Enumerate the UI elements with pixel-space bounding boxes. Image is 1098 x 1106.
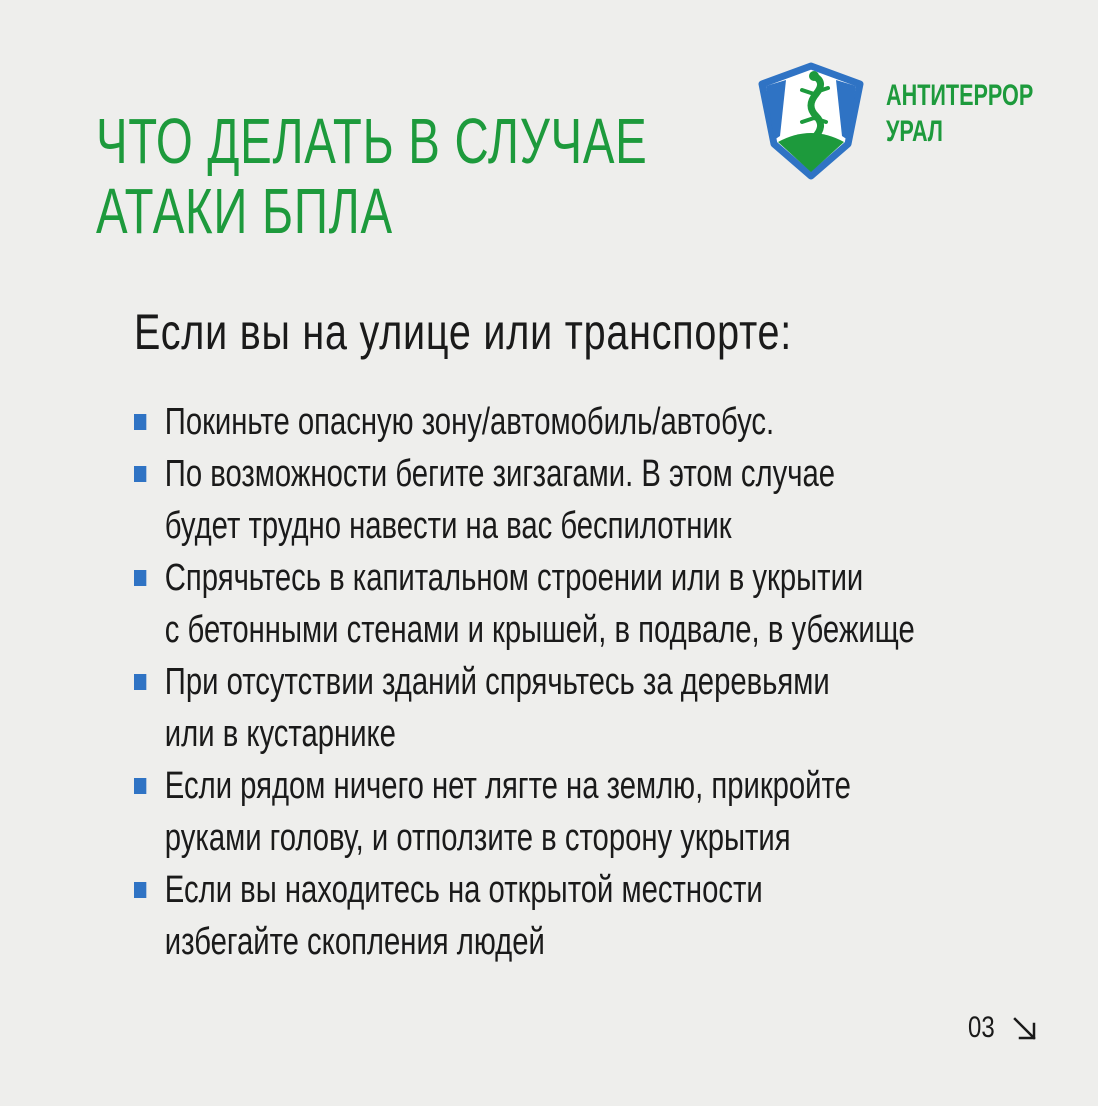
title-line-2: АТАКИ БПЛА bbox=[96, 175, 393, 247]
list-item bbox=[134, 448, 915, 552]
instruction-list bbox=[134, 396, 915, 968]
bullet-square-icon bbox=[134, 882, 146, 898]
list-item-line: Если вы находитесь на открытой местности bbox=[164, 869, 763, 911]
list-item-line: По возможности бегите зигзагами. В этом случае bbox=[164, 453, 836, 495]
list-item bbox=[134, 760, 915, 864]
bullet-square-icon bbox=[134, 570, 146, 586]
page-number: 03 bbox=[968, 1011, 995, 1044]
logo-line-1: АНТИТЕРРОР bbox=[886, 79, 1034, 112]
list-item-line: или в кустарнике bbox=[164, 713, 396, 755]
bullet-square-icon bbox=[134, 466, 146, 482]
list-item-line: Покиньте опасную зону/автомобиль/автобус. bbox=[164, 401, 775, 443]
logo-text bbox=[886, 78, 1033, 150]
bullet-square-icon bbox=[134, 674, 146, 690]
section-heading: Если вы на улице или транспорте: bbox=[134, 304, 793, 360]
list-item-line: Если рядом ничего нет лягте на землю, прикройте bbox=[164, 765, 851, 807]
list-item-line: Спрячьтесь в капитальном строении или в укрытии bbox=[164, 557, 864, 599]
list-item-line: При отсутствии зданий спрячьтесь за деревьями bbox=[164, 661, 830, 703]
title-line-1: ЧТО ДЕЛАТЬ В СЛУЧАЕ bbox=[96, 105, 648, 177]
shield-lizard-icon bbox=[756, 60, 866, 180]
list-item-line: избегайте скопления людей bbox=[164, 921, 545, 963]
arrow-down-right-icon bbox=[1012, 1016, 1038, 1042]
list-item-line: руками голову, и отползите в сторону укрытия bbox=[164, 817, 791, 859]
logo-line-2: УРАЛ bbox=[886, 115, 943, 148]
list-item bbox=[134, 552, 915, 656]
page-title bbox=[96, 106, 648, 246]
bullet-square-icon bbox=[134, 778, 146, 794]
list-item bbox=[134, 396, 915, 448]
bullet-square-icon bbox=[134, 414, 146, 430]
logo bbox=[756, 60, 1056, 180]
list-item bbox=[134, 864, 915, 968]
list-item-line: будет трудно навести на вас беспилотник bbox=[164, 505, 732, 547]
list-item-line: с бетонными стенами и крышей, в подвале, в убежище bbox=[164, 609, 915, 651]
list-item bbox=[134, 656, 915, 760]
